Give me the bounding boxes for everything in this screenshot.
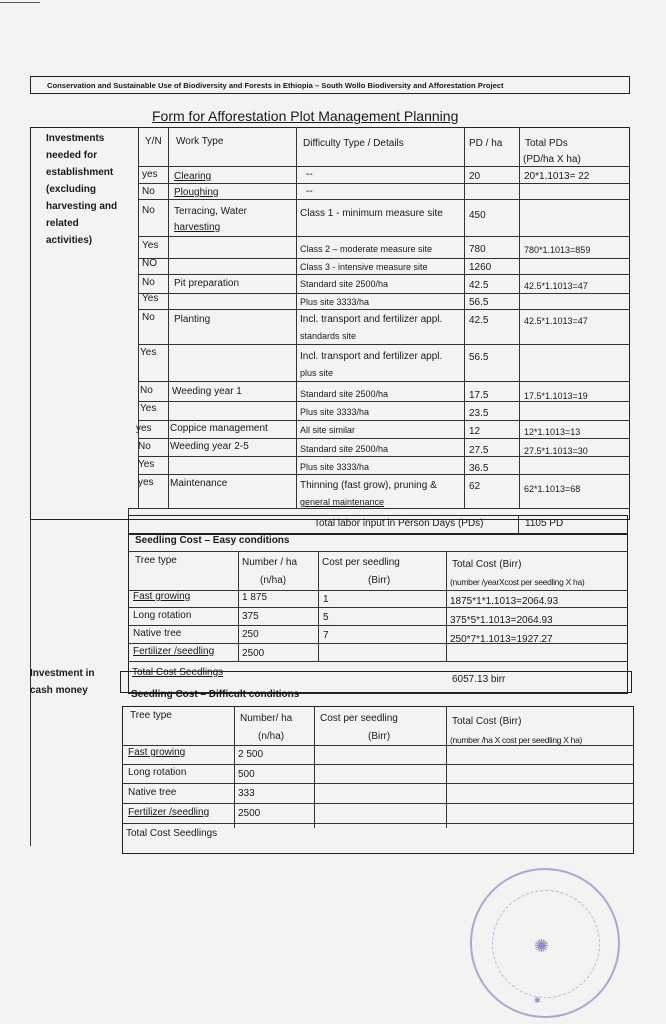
row-diff: Standard site 2500/ha: [300, 389, 389, 399]
difficult-row-tree: Native tree: [128, 787, 177, 798]
easy-total-label: Total Cost Seedlings: [132, 667, 224, 678]
row-total: 780*1.1013=859: [524, 245, 591, 255]
easy-header-total-sub: (number /yearXcost per seedling X ha): [450, 577, 585, 587]
row-yn: No: [140, 385, 153, 396]
row-diff: --: [306, 186, 313, 197]
row-yn: Yes: [142, 293, 159, 304]
row-pd: 27.5: [469, 445, 489, 456]
easy-header-cost: Cost per seedling: [322, 557, 400, 568]
easy-row-tree: Fast growing: [133, 591, 191, 602]
row-yn: No: [142, 277, 155, 288]
official-stamp: [470, 868, 620, 1018]
header-yn: Y/N: [145, 136, 162, 147]
row-pd: 12: [469, 426, 481, 437]
row-yn: No: [142, 186, 155, 197]
easy-section-title: Seedling Cost – Easy conditions: [135, 535, 290, 546]
row-pd: 42.5: [469, 280, 489, 291]
difficult-row-tree: Fast growing: [128, 747, 186, 758]
easy-row-total: 1875*1*1.1013=2064.93: [450, 596, 559, 607]
stamp-center-mark: ✺: [534, 936, 550, 956]
row-total: 42.5*1.1013=47: [524, 316, 588, 326]
row-pd: 17.5: [469, 390, 489, 401]
header-difficulty: Difficulty Type / Details: [303, 138, 404, 149]
header-work-type: Work Type: [176, 136, 224, 147]
row-diff: Incl. transport and fertilizer appl.: [300, 314, 443, 325]
stamp-star-mark: ✱: [534, 996, 541, 1005]
row-diff: Thinning (fast grow), pruning &: [300, 480, 437, 491]
difficult-row-tree: Fertilizer /seedling: [128, 807, 210, 818]
investment-cash-label: Investment in cash money: [30, 668, 95, 696]
row-diff: --: [306, 169, 313, 180]
easy-row-num: 375: [242, 611, 259, 622]
difficult-header-total: Total Cost (Birr): [452, 716, 522, 727]
row-work: Clearing: [174, 171, 212, 182]
row-work: Coppice management: [170, 423, 268, 434]
scan-edge-line: [0, 2, 40, 3]
difficult-header-num-sub: (n/ha): [258, 731, 285, 742]
difficult-header-total-sub: (number /ha X cost per seedling X ha): [450, 735, 583, 745]
row-pd: 42.5: [469, 315, 489, 326]
easy-row-num: 1 875: [242, 592, 268, 603]
row-yn: No: [142, 205, 155, 216]
row-work: Weeding year 2-5: [170, 441, 249, 452]
header-total-sub: (PD/ha X ha): [523, 154, 581, 165]
easy-row-total: 250*7*1.1013=1927.27: [450, 634, 553, 645]
investments-label: Investments needed for establishment (excluding harvesting and related activities): [46, 133, 118, 246]
header-total-pds: Total PDs: [525, 138, 568, 149]
row-diff: Standard site 2500/ha: [300, 279, 389, 289]
row-yn: yes: [142, 169, 158, 180]
row-diff: Class 3 - intensive measure site: [300, 262, 428, 272]
easy-row-tree: Native tree: [133, 628, 182, 639]
row-total: 42.5*1.1013=47: [524, 281, 588, 291]
row-diff: Plus site 3333/ha: [300, 407, 370, 417]
row-work: Ploughing: [174, 187, 219, 198]
easy-row-tree: Fertilizer /seedling: [133, 646, 215, 657]
row-yn: Yes: [140, 347, 157, 358]
row-yn: No: [142, 312, 155, 323]
difficult-total-label: Total Cost Seedlings: [126, 828, 218, 839]
row-work: Terracing, Water: [174, 206, 247, 217]
row-work: Maintenance: [170, 478, 228, 489]
labor-total-value: 1105 PD: [525, 518, 564, 529]
row-total: 12*1.1013=13: [524, 427, 581, 437]
difficult-row-num: 2500: [238, 808, 261, 819]
row-diff-line2: general maintenance: [300, 497, 385, 507]
row-total: 20*1.1013= 22: [524, 171, 590, 182]
row-yn: Yes: [140, 403, 157, 414]
easy-header-tree: Tree type: [135, 555, 177, 566]
row-work: Weeding year 1: [172, 386, 242, 397]
easy-header-num-sub: (n/ha): [260, 575, 287, 586]
difficult-header-num: Number/ ha: [240, 713, 293, 724]
easy-row-num: 2500: [242, 648, 265, 659]
difficult-row-num: 333: [238, 788, 255, 799]
difficult-row-num: 2 500: [238, 749, 264, 760]
row-yn: Yes: [138, 459, 155, 470]
row-diff: All site similar: [300, 425, 356, 435]
header-pd-ha: PD / ha: [469, 138, 503, 149]
easy-total-value: 6057.13 birr: [452, 674, 506, 685]
row-yn: NO: [142, 258, 157, 269]
row-yn: yes: [136, 423, 152, 434]
easy-row-tree: Long rotation: [133, 610, 192, 621]
labor-total-label: Total labor input in Person Days (PDs): [314, 518, 484, 529]
row-diff: Incl. transport and fertilizer appl.: [300, 351, 443, 362]
row-yn: yes: [138, 477, 154, 488]
easy-row-total: 375*5*1.1013=2064.93: [450, 615, 553, 626]
row-pd: 450: [469, 210, 486, 221]
easy-header-num: Number / ha: [242, 557, 298, 568]
row-pd: 62: [469, 481, 481, 492]
row-pd: 56.5: [469, 352, 489, 363]
difficult-header-cost: Cost per seedling: [320, 713, 398, 724]
row-yn: Yes: [142, 240, 159, 251]
row-diff: Standard site 2500/ha: [300, 444, 389, 454]
difficult-section-title: Seedling Cost – Difficult conditions: [131, 689, 300, 700]
row-work: Pit preparation: [174, 278, 240, 289]
row-pd: 36.5: [469, 463, 489, 474]
row-diff-line2: standards site: [300, 331, 357, 341]
row-diff-line2: plus site: [300, 368, 334, 378]
easy-header-total: Total Cost (Birr): [452, 559, 522, 570]
row-total: 27.5*1.1013=30: [524, 446, 588, 456]
row-total: 62*1.1013=68: [524, 484, 581, 494]
project-header: Conservation and Sustainable Use of Biodiversity and Forests in Ethiopia – South Wollo Biodiversity and Afforestation Project: [30, 76, 630, 94]
row-diff: Plus site 3333/ha: [300, 297, 370, 307]
easy-row-cost: 1: [323, 594, 329, 605]
row-diff: Class 1 - minimum measure site: [300, 208, 443, 219]
row-pd: 23.5: [469, 408, 489, 419]
difficult-row-tree: Long rotation: [128, 767, 187, 778]
easy-row-cost: 5: [323, 612, 329, 623]
row-diff: Class 2 – moderate measure site: [300, 244, 433, 254]
row-yn: No: [138, 441, 151, 452]
row-pd: 1260: [469, 262, 492, 273]
row-pd: 20: [469, 171, 481, 182]
difficult-header-tree: Tree type: [130, 710, 172, 721]
row-work: Planting: [174, 314, 211, 325]
row-pd: 56.5: [469, 297, 489, 308]
row-pd: 780: [469, 244, 486, 255]
easy-header-cost-sub: (Birr): [368, 575, 391, 586]
easy-row-num: 250: [242, 629, 259, 640]
form-title: Form for Afforestation Plot Management Planning: [152, 108, 459, 124]
difficult-header-cost-sub: (Birr): [368, 731, 391, 742]
row-work-line2: harvesting: [174, 222, 221, 233]
difficult-row-num: 500: [238, 769, 255, 780]
row-diff: Plus site 3333/ha: [300, 462, 370, 472]
row-total: 17.5*1.1013=19: [524, 391, 588, 401]
easy-row-cost: 7: [323, 630, 329, 641]
